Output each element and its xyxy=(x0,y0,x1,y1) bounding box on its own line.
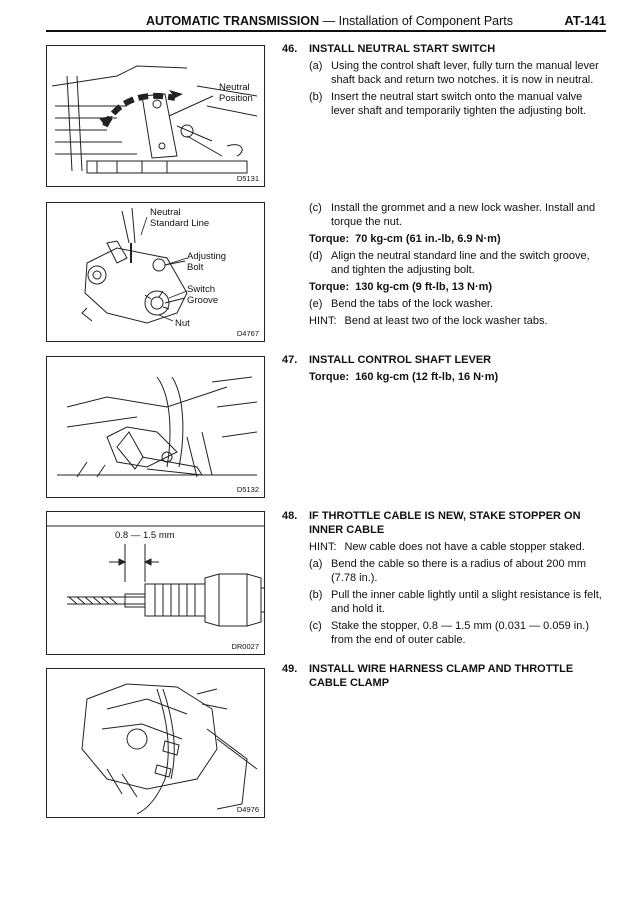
step-48 xyxy=(282,509,608,647)
substep-e xyxy=(282,297,608,311)
step-48-heading xyxy=(282,509,608,537)
figure-code: D5131 xyxy=(236,174,259,183)
figure-control-shaft-lever xyxy=(46,356,265,498)
hint xyxy=(282,314,608,328)
figure-code: D4767 xyxy=(236,329,259,338)
dimension-label: 0.8 — 1.5 mm xyxy=(115,530,175,541)
figure-wire-harness xyxy=(46,668,265,818)
torque-spec-2 xyxy=(282,280,608,294)
header-rule xyxy=(46,30,606,32)
section-title: AUTOMATIC TRANSMISSION xyxy=(146,14,320,28)
figure-code: DR0027 xyxy=(231,642,259,651)
torque-spec xyxy=(282,370,608,384)
step-46 xyxy=(282,42,608,118)
step-49 xyxy=(282,662,608,690)
page-header xyxy=(46,10,606,32)
substep-letter: (d) xyxy=(309,250,323,262)
figure-code: D4976 xyxy=(236,805,259,814)
step-47 xyxy=(282,353,608,384)
substep-letter: (c) xyxy=(309,202,322,214)
substep-a xyxy=(282,59,608,87)
hint-text: Bend at least two of the lock washer tabs. xyxy=(344,315,548,327)
step-title: INSTALL WIRE HARNESS CLAMP AND THROTTLE CABLE CLAMP xyxy=(309,663,574,689)
step-46-continued xyxy=(282,198,608,328)
torque-value: 130 kg-cm (9 ft-lb, 13 N·m) xyxy=(355,281,493,293)
control-shaft-drawing xyxy=(47,357,264,497)
torque-value: 160 kg-cm (12 ft-lb, 16 N·m) xyxy=(355,371,499,383)
hint-label: HINT: xyxy=(309,315,337,327)
substep-letter: (c) xyxy=(309,620,322,632)
neutral-standard-line-label: Neutral Standard Line xyxy=(150,207,210,229)
transmission-drawing xyxy=(47,46,264,186)
hint xyxy=(282,540,608,554)
substep-text: Stake the stopper, 0.8 — 1.5 mm (0.031 — 0.059 in.) from the end of outer cable. xyxy=(331,620,590,646)
substep-letter: (a) xyxy=(309,558,323,570)
substep-letter: (a) xyxy=(309,60,323,72)
torque-label: Torque: xyxy=(309,371,350,383)
torque-label: Torque: xyxy=(309,233,350,245)
step-title: INSTALL NEUTRAL START SWITCH xyxy=(309,43,496,55)
substep-c xyxy=(282,619,608,647)
substep-b xyxy=(282,90,608,118)
section-subtitle: — Installation of Component Parts xyxy=(319,14,514,28)
substep-c xyxy=(282,201,608,229)
substep-b xyxy=(282,588,608,616)
substep-text: Install the grommet and a new lock washer. Install and torque the nut. xyxy=(331,202,596,228)
step-number: 49. xyxy=(282,663,298,675)
figure-code: D5132 xyxy=(236,485,259,494)
substep-d xyxy=(282,249,608,277)
substep-text: Using the control shaft lever, fully turn the manual lever shaft back and return two notches. it is now in neutral. xyxy=(331,60,599,86)
step-46-heading xyxy=(282,42,608,56)
substep-a xyxy=(282,557,608,585)
adjusting-bolt-label: Adjusting Bolt xyxy=(187,251,227,273)
step-number: 46. xyxy=(282,43,298,55)
step-number: 47. xyxy=(282,354,298,366)
substep-letter: (b) xyxy=(309,91,323,103)
substep-text: Pull the inner cable lightly until a slight resistance is felt, and hold it. xyxy=(331,589,602,615)
substep-letter: (e) xyxy=(309,298,323,310)
step-number: 48. xyxy=(282,510,298,522)
torque-spec-1 xyxy=(282,232,608,246)
neutral-position-label: Neutral Position xyxy=(219,82,253,104)
wire-harness-drawing xyxy=(47,669,264,817)
figure-neutral-position xyxy=(46,45,265,187)
substep-text: Bend the cable so there is a radius of about 200 mm (7.78 in.). xyxy=(331,558,586,584)
header-title xyxy=(146,14,513,28)
hint-text: New cable does not have a cable stopper staked. xyxy=(344,541,585,553)
step-title: INSTALL CONTROL SHAFT LEVER xyxy=(309,354,492,366)
substep-text: Align the neutral standard line and the switch groove, and tighten the adjusting bolt. xyxy=(331,250,590,276)
step-title: IF THROTTLE CABLE IS NEW, STAKE STOPPER ON INNER CABLE xyxy=(309,510,581,536)
hint-label: HINT: xyxy=(309,541,337,553)
step-49-heading xyxy=(282,662,608,690)
torque-value: 70 kg-cm (61 in.-lb, 6.9 N·m) xyxy=(355,233,501,245)
substep-letter: (b) xyxy=(309,589,323,601)
figure-neutral-switch xyxy=(46,202,265,342)
substep-text: Insert the neutral start switch onto the manual valve lever shaft and temporarily tighten the adjusting bolt. xyxy=(331,91,586,117)
page-number: AT-141 xyxy=(564,13,606,28)
substep-text: Bend the tabs of the lock washer. xyxy=(331,298,494,310)
switch-groove-label: Switch Groove xyxy=(187,284,219,306)
figure-cable-stopper xyxy=(46,511,265,655)
step-47-heading xyxy=(282,353,608,367)
torque-label: Torque: xyxy=(309,281,350,293)
nut-label: Nut xyxy=(175,318,190,329)
